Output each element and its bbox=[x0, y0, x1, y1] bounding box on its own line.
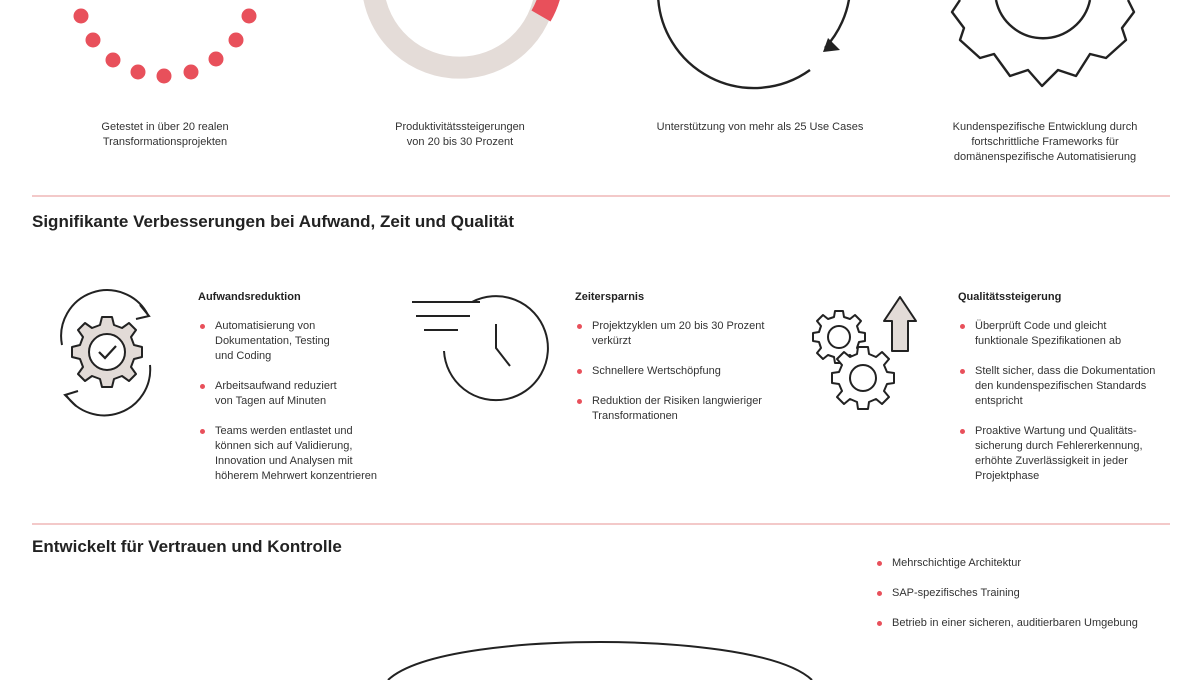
stat-caption-custom-dev: Kundenspezifische Entwicklung durch fortschrittliche Frameworks für domänenspezifische Automatisierung bbox=[952, 121, 1138, 163]
list-item: Arbeitsaufwand reduziert von Tagen auf Minuten bbox=[198, 379, 398, 409]
feature-list-time bbox=[575, 319, 805, 439]
dots-circle-icon bbox=[60, 0, 260, 100]
section-title-improvements: Signifikante Verbesserungen bei Aufwand, Zeit und Qualität bbox=[32, 212, 515, 231]
stat-caption-productivity: Produktivitätssteigerungen von 20 bis 30 Prozent bbox=[395, 121, 525, 148]
list-item: Betrieb in einer sicheren, auditierbaren Umgebung bbox=[875, 616, 1175, 631]
list-item: Stellt sicher, dass die Dokumentation den kundenspezifischen Standards entspricht bbox=[958, 364, 1178, 409]
section-title-trust: Entwickelt für Vertrauen und Kontrolle bbox=[32, 537, 342, 556]
circular-arrow-icon bbox=[650, 0, 860, 100]
trust-list bbox=[875, 556, 1175, 646]
list-item: Teams werden entlastet und können sich auf Validierung, Innovation und Analysen mit höherem Mehrwert konzentrieren bbox=[198, 424, 398, 484]
feature-title-quality: Qualitätssteigerung bbox=[958, 291, 1062, 303]
list-item: SAP-spezifisches Training bbox=[875, 586, 1175, 601]
list-item: Reduktion der Risiken langwieriger Transformationen bbox=[575, 394, 805, 424]
list-item: Überprüft Code und gleicht funktionale Spezifikationen ab bbox=[958, 319, 1178, 349]
fast-clock-icon bbox=[410, 296, 560, 386]
feature-title-effort: Aufwandsreduktion bbox=[198, 291, 301, 303]
divider-middle bbox=[32, 523, 1170, 525]
donut-progress-icon bbox=[358, 0, 558, 100]
feature-list-quality bbox=[958, 319, 1178, 499]
stat-caption-tests: Getestet in über 20 realen Transformationsprojekten bbox=[101, 121, 229, 148]
list-item: Automatisierung von Dokumentation, Testing und Coding bbox=[198, 319, 398, 364]
divider-top bbox=[32, 195, 1170, 197]
list-item: Proaktive Wartung und Qualitäts- sicherung durch Fehlererkennung, erhöhte Zuverlässigkeit in jeder Projektphase bbox=[958, 424, 1178, 484]
feature-title-time: Zeitersparnis bbox=[575, 291, 645, 303]
list-item: Projektzyklen um 20 bis 30 Prozent verkürzt bbox=[575, 319, 805, 349]
feature-list-effort bbox=[198, 319, 398, 499]
stat-caption-use-cases: Unterstützung von mehr als 25 Use Cases bbox=[656, 121, 864, 133]
list-item: Schnellere Wertschöpfung bbox=[575, 364, 805, 379]
list-item: Mehrschichtige Architektur bbox=[875, 556, 1175, 571]
architecture-oval-shape bbox=[380, 640, 820, 680]
gear-check-cycle-icon bbox=[52, 295, 162, 415]
gears-arrow-up-icon bbox=[810, 295, 930, 415]
gear-icon bbox=[950, 0, 1140, 100]
